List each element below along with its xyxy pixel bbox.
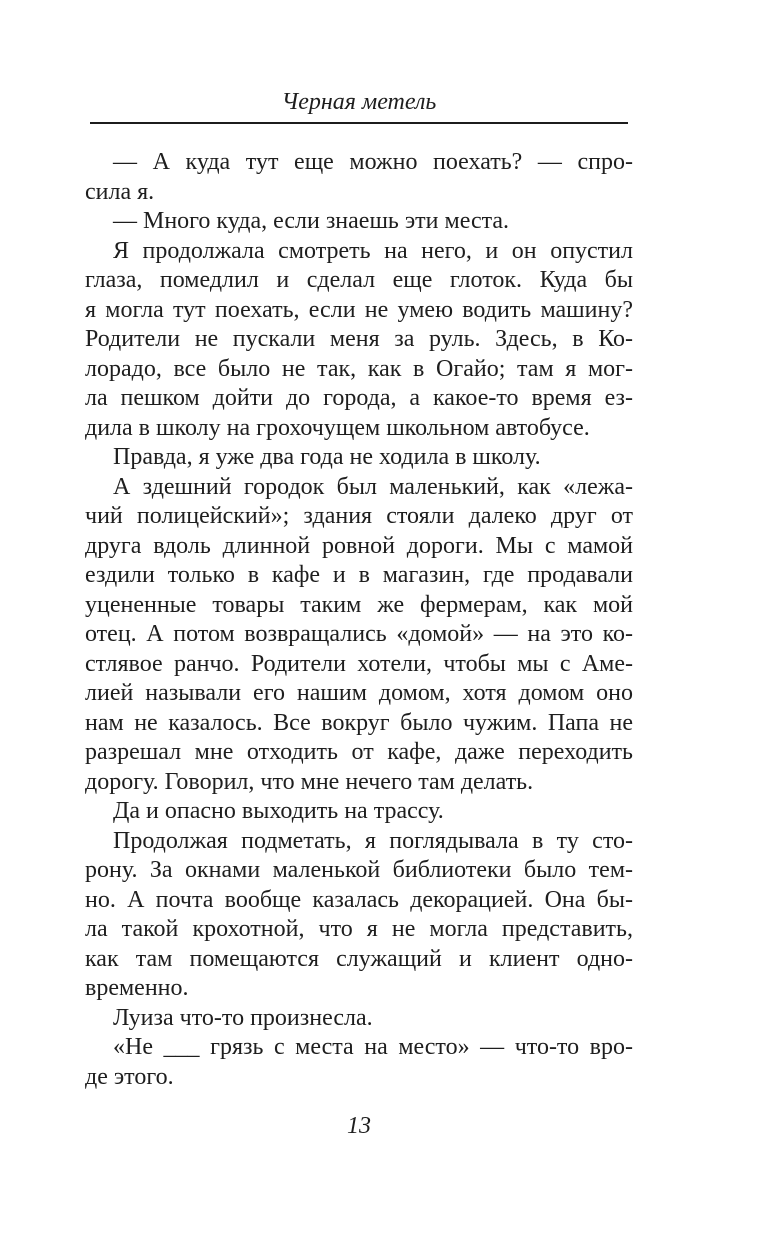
text-line: дорогу. Говорил, что мне нечего там делать. <box>85 768 534 795</box>
text-line: друга вдоль длинной ровной дороги. Мы с мамой <box>85 532 633 559</box>
text-line: ла пешком дойти до города, а какое-то время ез- <box>85 385 633 411</box>
running-header-title: Черная метель <box>281 89 437 115</box>
text-line: лией называли его нашим домом, хотя домом оно <box>85 680 633 706</box>
text-line: я могла тут поехать, если не умею водить машину? <box>85 296 633 323</box>
text-line: Правда, я уже два года не ходила в школу. <box>113 444 541 470</box>
text-line: Я продолжала смотреть на него, и он опустил <box>113 237 633 264</box>
text-line: — А куда тут еще можно поехать? — спро- <box>113 149 633 175</box>
text-line: Продолжая подметать, я поглядывала в ту сто- <box>113 827 633 854</box>
text-line: А здешний городок был маленький, как «лежа- <box>113 473 633 500</box>
text-line: рону. За окнами маленькой библиотеки было тем- <box>85 857 633 883</box>
text-line: нам не казалось. Все вокруг было чужим. Папа не <box>85 709 633 736</box>
text-line: уцененные товары таким же фермерам, как мой <box>85 591 633 618</box>
text-line: «Не ___ грязь с места на место» — что-то вро- <box>113 1034 633 1060</box>
page-number: 13 <box>347 1113 371 1139</box>
text-line: Луиза что-то произнесла. <box>113 1004 373 1031</box>
text-line: ездили только в кафе и в магазин, где продавали <box>85 562 633 588</box>
text-line: Да и опасно выходить на трассу. <box>113 798 444 824</box>
text-line: дила в школу на грохочущем школьном автобусе. <box>85 414 590 441</box>
text-line: де этого. <box>85 1063 174 1090</box>
text-line: как там помещаются служащий и клиент одно- <box>85 945 633 972</box>
text-line: лорадо, все было не так, как в Огайо; там я мог- <box>85 355 633 382</box>
header-divider-rule <box>90 122 628 124</box>
body-text <box>85 148 633 1092</box>
text-line: ла такой крохотной, что я не могла представить, <box>85 916 633 942</box>
text-line: сила я. <box>85 178 155 205</box>
text-line: чий полицейский»; здания стояли далеко друг от <box>85 503 633 529</box>
text-line: глаза, помедлил и сделал еще глоток. Куда бы <box>85 267 633 293</box>
text-line: разрешал мне отходить от кафе, даже переходить <box>85 739 633 765</box>
text-line: Родители не пускали меня за руль. Здесь, в Ко- <box>85 326 633 352</box>
text-line: стлявое ранчо. Родители хотели, чтобы мы с Аме- <box>85 650 633 677</box>
text-line: — Много куда, если знаешь эти места. <box>113 208 510 234</box>
text-line: временно. <box>85 975 189 1001</box>
text-line: но. А почта вообще казалась декорацией. Она бы- <box>85 886 633 913</box>
text-line: отец. А потом возвращались «домой» — на это ко- <box>85 621 633 647</box>
